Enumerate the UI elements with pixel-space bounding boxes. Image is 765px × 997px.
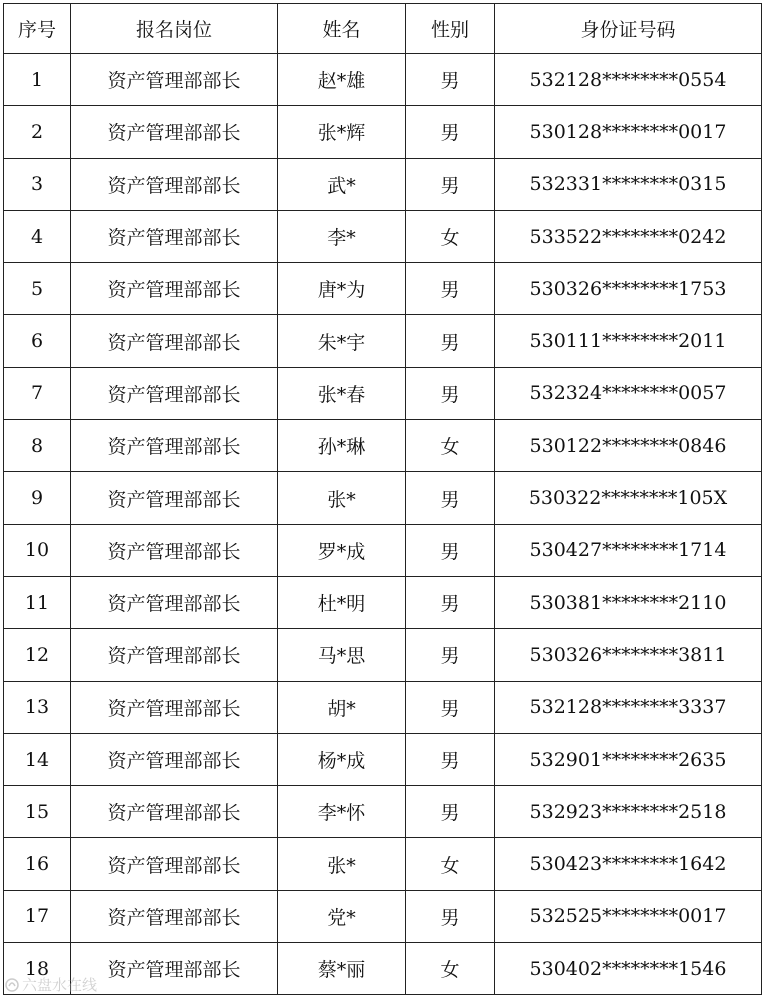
cell-name: 胡* xyxy=(278,681,406,733)
table-row xyxy=(4,472,762,524)
table-row xyxy=(4,943,762,995)
cell-name: 党* xyxy=(278,890,406,942)
cell-position: 资产管理部部长 xyxy=(71,263,278,315)
cell-gender: 女 xyxy=(406,420,495,472)
cell-name: 朱*宇 xyxy=(278,315,406,367)
cell-position: 资产管理部部长 xyxy=(71,420,278,472)
cell-id-number: 530128********0017 xyxy=(495,106,762,158)
cell-name: 张*辉 xyxy=(278,106,406,158)
cell-gender: 女 xyxy=(406,943,495,995)
cell-position: 资产管理部部长 xyxy=(71,733,278,785)
cell-id-number: 530122********0846 xyxy=(495,420,762,472)
table-row xyxy=(4,733,762,785)
header-id-number: 身份证号码 xyxy=(495,4,762,54)
watermark-text: 六盘水在线 xyxy=(22,976,98,994)
header-no: 序号 xyxy=(4,4,71,54)
table-row xyxy=(4,106,762,158)
cell-name: 张*春 xyxy=(278,367,406,419)
table-row xyxy=(4,524,762,576)
cell-id-number: 532923********2518 xyxy=(495,786,762,838)
cell-name: 马*思 xyxy=(278,629,406,681)
table-row xyxy=(4,367,762,419)
cell-no: 9 xyxy=(4,472,71,524)
cell-no: 5 xyxy=(4,263,71,315)
cell-id-number: 532324********0057 xyxy=(495,367,762,419)
cell-position: 资产管理部部长 xyxy=(71,210,278,262)
table-row xyxy=(4,838,762,890)
cell-name: 赵*雄 xyxy=(278,54,406,106)
cell-name: 李* xyxy=(278,210,406,262)
table-row xyxy=(4,629,762,681)
table-body xyxy=(4,54,762,995)
table-row xyxy=(4,681,762,733)
header-name: 姓名 xyxy=(278,4,406,54)
cell-id-number: 530111********2011 xyxy=(495,315,762,367)
cell-position: 资产管理部部长 xyxy=(71,681,278,733)
cell-position: 资产管理部部长 xyxy=(71,786,278,838)
cell-gender: 男 xyxy=(406,315,495,367)
cell-name: 罗*成 xyxy=(278,524,406,576)
cell-id-number: 532525********0017 xyxy=(495,890,762,942)
cell-gender: 男 xyxy=(406,263,495,315)
cell-id-number: 533522********0242 xyxy=(495,210,762,262)
cell-gender: 男 xyxy=(406,106,495,158)
cell-position: 资产管理部部长 xyxy=(71,629,278,681)
cell-position: 资产管理部部长 xyxy=(71,472,278,524)
cell-gender: 男 xyxy=(406,158,495,210)
cell-position: 资产管理部部长 xyxy=(71,524,278,576)
cell-id-number: 530427********1714 xyxy=(495,524,762,576)
cell-position: 资产管理部部长 xyxy=(71,838,278,890)
header-gender: 性别 xyxy=(406,4,495,54)
table-row xyxy=(4,890,762,942)
table-row xyxy=(4,786,762,838)
cell-gender: 男 xyxy=(406,524,495,576)
table-row xyxy=(4,210,762,262)
cell-no: 18 xyxy=(4,943,71,995)
cell-no: 4 xyxy=(4,210,71,262)
cell-id-number: 530423********1642 xyxy=(495,838,762,890)
cell-no: 1 xyxy=(4,54,71,106)
cell-no: 14 xyxy=(4,733,71,785)
table-row xyxy=(4,420,762,472)
cell-position: 资产管理部部长 xyxy=(71,54,278,106)
table-row xyxy=(4,263,762,315)
cell-gender: 男 xyxy=(406,629,495,681)
cell-gender: 男 xyxy=(406,472,495,524)
cell-position: 资产管理部部长 xyxy=(71,943,278,995)
cell-gender: 男 xyxy=(406,367,495,419)
cell-name: 张* xyxy=(278,838,406,890)
cell-no: 17 xyxy=(4,890,71,942)
cell-no: 16 xyxy=(4,838,71,890)
cell-gender: 女 xyxy=(406,838,495,890)
cell-name: 孙*琳 xyxy=(278,420,406,472)
cell-no: 8 xyxy=(4,420,71,472)
cell-position: 资产管理部部长 xyxy=(71,890,278,942)
cell-gender: 男 xyxy=(406,786,495,838)
applicant-table xyxy=(3,3,762,995)
cell-id-number: 532901********2635 xyxy=(495,733,762,785)
cell-id-number: 532128********0554 xyxy=(495,54,762,106)
cell-gender: 男 xyxy=(406,681,495,733)
cell-position: 资产管理部部长 xyxy=(71,576,278,628)
cell-name: 蔡*丽 xyxy=(278,943,406,995)
cell-no: 13 xyxy=(4,681,71,733)
cell-position: 资产管理部部长 xyxy=(71,106,278,158)
cell-id-number: 530322********105X xyxy=(495,472,762,524)
cell-no: 12 xyxy=(4,629,71,681)
cell-name: 唐*为 xyxy=(278,263,406,315)
cell-name: 张* xyxy=(278,472,406,524)
cell-gender: 男 xyxy=(406,890,495,942)
cell-id-number: 532128********3337 xyxy=(495,681,762,733)
cell-name: 李*怀 xyxy=(278,786,406,838)
table-row xyxy=(4,158,762,210)
cell-id-number: 530402********1546 xyxy=(495,943,762,995)
cell-gender: 女 xyxy=(406,210,495,262)
table-row xyxy=(4,54,762,106)
cell-no: 11 xyxy=(4,576,71,628)
cell-id-number: 530326********3811 xyxy=(495,629,762,681)
cell-no: 10 xyxy=(4,524,71,576)
table-row xyxy=(4,576,762,628)
cell-no: 7 xyxy=(4,367,71,419)
cell-gender: 男 xyxy=(406,54,495,106)
cell-name: 武* xyxy=(278,158,406,210)
table-row xyxy=(4,315,762,367)
cell-gender: 男 xyxy=(406,576,495,628)
header-position: 报名岗位 xyxy=(71,4,278,54)
cell-id-number: 530381********2110 xyxy=(495,576,762,628)
cell-position: 资产管理部部长 xyxy=(71,315,278,367)
cell-no: 6 xyxy=(4,315,71,367)
cell-id-number: 532331********0315 xyxy=(495,158,762,210)
table-header-row xyxy=(4,4,762,54)
cell-gender: 男 xyxy=(406,733,495,785)
cell-position: 资产管理部部长 xyxy=(71,158,278,210)
cell-no: 3 xyxy=(4,158,71,210)
cell-name: 杜*明 xyxy=(278,576,406,628)
cell-position: 资产管理部部长 xyxy=(71,367,278,419)
cell-no: 2 xyxy=(4,106,71,158)
cell-no: 15 xyxy=(4,786,71,838)
cell-name: 杨*成 xyxy=(278,733,406,785)
cell-id-number: 530326********1753 xyxy=(495,263,762,315)
